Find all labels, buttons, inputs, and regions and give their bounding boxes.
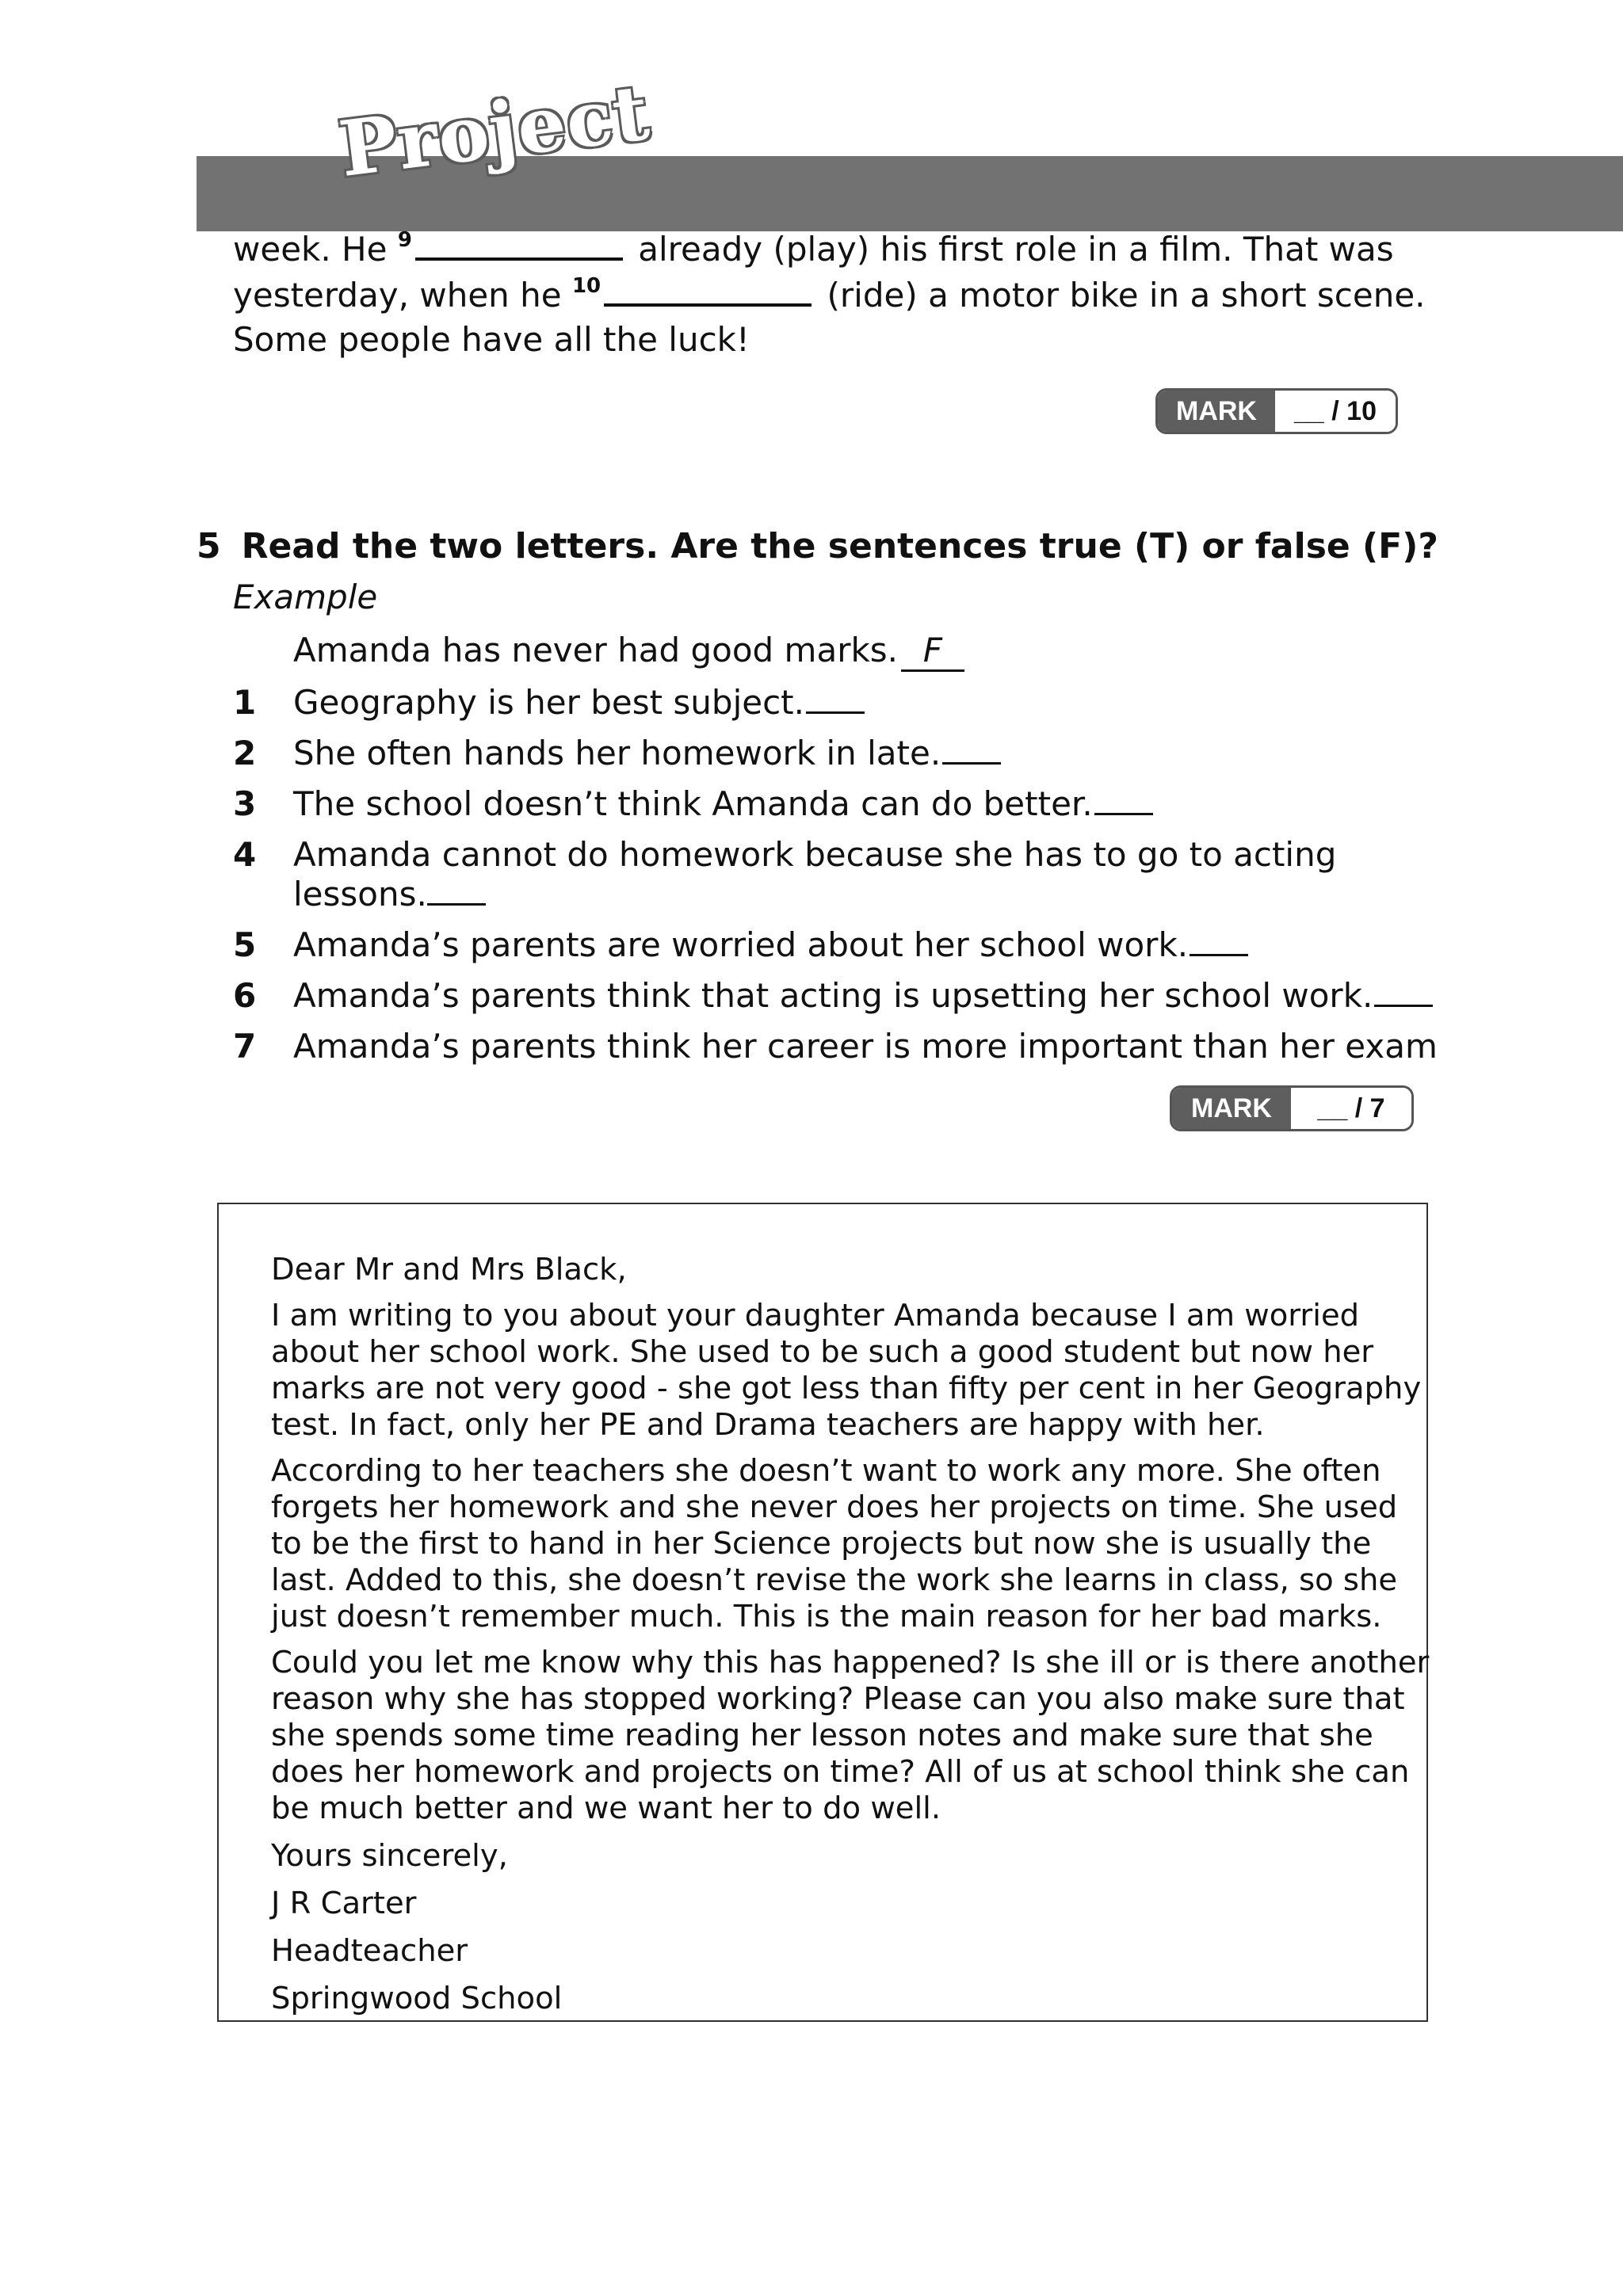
gap-number: 10 bbox=[571, 274, 601, 298]
mark-box-10 bbox=[1155, 388, 1398, 434]
brand-logo: Project bbox=[334, 67, 655, 195]
letter-paragraph-2-line: forgets her homework and she never does her projects on time. She used bbox=[271, 1489, 1398, 1525]
example-answer: F bbox=[901, 631, 964, 672]
answer-blank-5[interactable] bbox=[1190, 925, 1248, 956]
letter-paragraph-3-line: be much better and we want her to do well. bbox=[271, 1791, 941, 1826]
statement-number: 5 bbox=[233, 925, 257, 964]
letter-paragraph-2-line: just doesn’t remember much. This is the main reason for her bad marks. bbox=[271, 1599, 1382, 1634]
letter-closing: Yours sincerely, bbox=[271, 1838, 508, 1874]
mark-score[interactable]: __ / 10 bbox=[1275, 391, 1396, 432]
answer-blank-2[interactable] bbox=[942, 734, 1001, 765]
letter-paragraph-3-line: does her homework and projects on time? All of us at school think she can bbox=[271, 1754, 1410, 1790]
letter-signatory-name: J R Carter bbox=[271, 1886, 417, 1921]
statement-5 bbox=[233, 925, 1248, 964]
example-text: Amanda has never had good marks. bbox=[293, 631, 899, 669]
statement-text: lessons. bbox=[293, 875, 427, 913]
mark-label: MARK bbox=[1158, 391, 1275, 432]
letter-greeting: Dear Mr and Mrs Black, bbox=[271, 1252, 627, 1287]
statement-number: 4 bbox=[233, 835, 257, 874]
gap-number: 9 bbox=[397, 228, 412, 252]
mark-score[interactable]: __ / 7 bbox=[1291, 1088, 1411, 1129]
statement-text: The school doesn’t think Amanda can do better. bbox=[293, 784, 1093, 823]
statement-text: She often hands her homework in late. bbox=[293, 734, 941, 772]
letter-school-name: Springwood School bbox=[271, 1981, 563, 2016]
answer-gap-9[interactable] bbox=[415, 231, 623, 261]
answer-blank-1[interactable] bbox=[806, 683, 865, 714]
letter-paragraph-1-line: about her school work. She used to be such a good student but now her bbox=[271, 1334, 1374, 1370]
continuation-line-3: Some people have all the luck! bbox=[233, 320, 750, 359]
statement-2 bbox=[233, 734, 1001, 772]
answer-blank-3[interactable] bbox=[1094, 784, 1153, 815]
letter-paragraph-2-line: last. Added to this, she doesn’t revise the work she learns in class, so she bbox=[271, 1562, 1398, 1598]
mark-box-7 bbox=[1170, 1085, 1414, 1131]
statement-6 bbox=[233, 976, 1433, 1015]
statement-3 bbox=[233, 784, 1153, 823]
example-label: Example bbox=[233, 578, 378, 616]
mark-label: MARK bbox=[1172, 1088, 1291, 1129]
continuation-text: (ride) a motor bike in a short scene. bbox=[816, 276, 1426, 315]
example-sentence bbox=[293, 631, 964, 672]
statement-number: 3 bbox=[233, 784, 257, 823]
letter-paragraph-3-line: reason why she has stopped working? Please can you also make sure that bbox=[271, 1681, 1405, 1717]
answer-blank-4[interactable] bbox=[427, 875, 486, 906]
continuation-text: already (play) his first role in a film. That was bbox=[627, 230, 1394, 269]
continuation-line-2 bbox=[233, 274, 1426, 315]
statement-4-continued bbox=[293, 875, 486, 913]
statement-number: 2 bbox=[233, 734, 257, 772]
question-number: 5 bbox=[197, 526, 221, 566]
letter-paragraph-3-line: Could you let me know why this has happened? Is she ill or is there another bbox=[271, 1645, 1430, 1680]
statement-4 bbox=[233, 835, 1336, 874]
statement-text: Amanda’s parents are worried about her school work. bbox=[293, 925, 1189, 964]
answer-blank-6[interactable] bbox=[1374, 976, 1433, 1007]
statement-7 bbox=[233, 1027, 1438, 1066]
letter-signatory-role: Headteacher bbox=[271, 1933, 468, 1969]
statement-number: 1 bbox=[233, 683, 257, 722]
continuation-text: yesterday, when he bbox=[233, 276, 572, 315]
letter-paragraph-2-line: According to her teachers she doesn’t want to work any more. She often bbox=[271, 1453, 1381, 1489]
letter-paragraph-2-line: to be the first to hand in her Science projects but now she is usually the bbox=[271, 1526, 1372, 1562]
letter-paragraph-1-line: marks are not very good - she got less than fifty per cent in her Geography bbox=[271, 1371, 1422, 1406]
statement-text: Amanda cannot do homework because she has to go to acting bbox=[293, 835, 1337, 874]
answer-gap-10[interactable] bbox=[604, 277, 812, 307]
continuation-text: week. He bbox=[233, 230, 398, 269]
statement-text: Amanda’s parents think that acting is upsetting her school work. bbox=[293, 976, 1373, 1015]
statement-text: Geography is her best subject. bbox=[293, 683, 804, 722]
statement-number: 6 bbox=[233, 976, 257, 1015]
question-instruction: Read the two letters. Are the sentences true (T) or false (F)? bbox=[241, 526, 1438, 566]
continuation-line-1 bbox=[233, 228, 1394, 269]
letter-paragraph-1-line: test. In fact, only her PE and Drama teachers are happy with her. bbox=[271, 1407, 1265, 1443]
statement-text: Amanda’s parents think her career is more important than her exam bbox=[293, 1027, 1438, 1066]
letter-paragraph-3-line: she spends some time reading her lesson notes and make sure that she bbox=[271, 1718, 1373, 1753]
statement-1 bbox=[233, 683, 865, 722]
statement-number: 7 bbox=[233, 1027, 257, 1066]
letter-paragraph-1-line: I am writing to you about your daughter Amanda because I am worried bbox=[271, 1298, 1360, 1333]
question-5-title bbox=[197, 526, 1438, 566]
